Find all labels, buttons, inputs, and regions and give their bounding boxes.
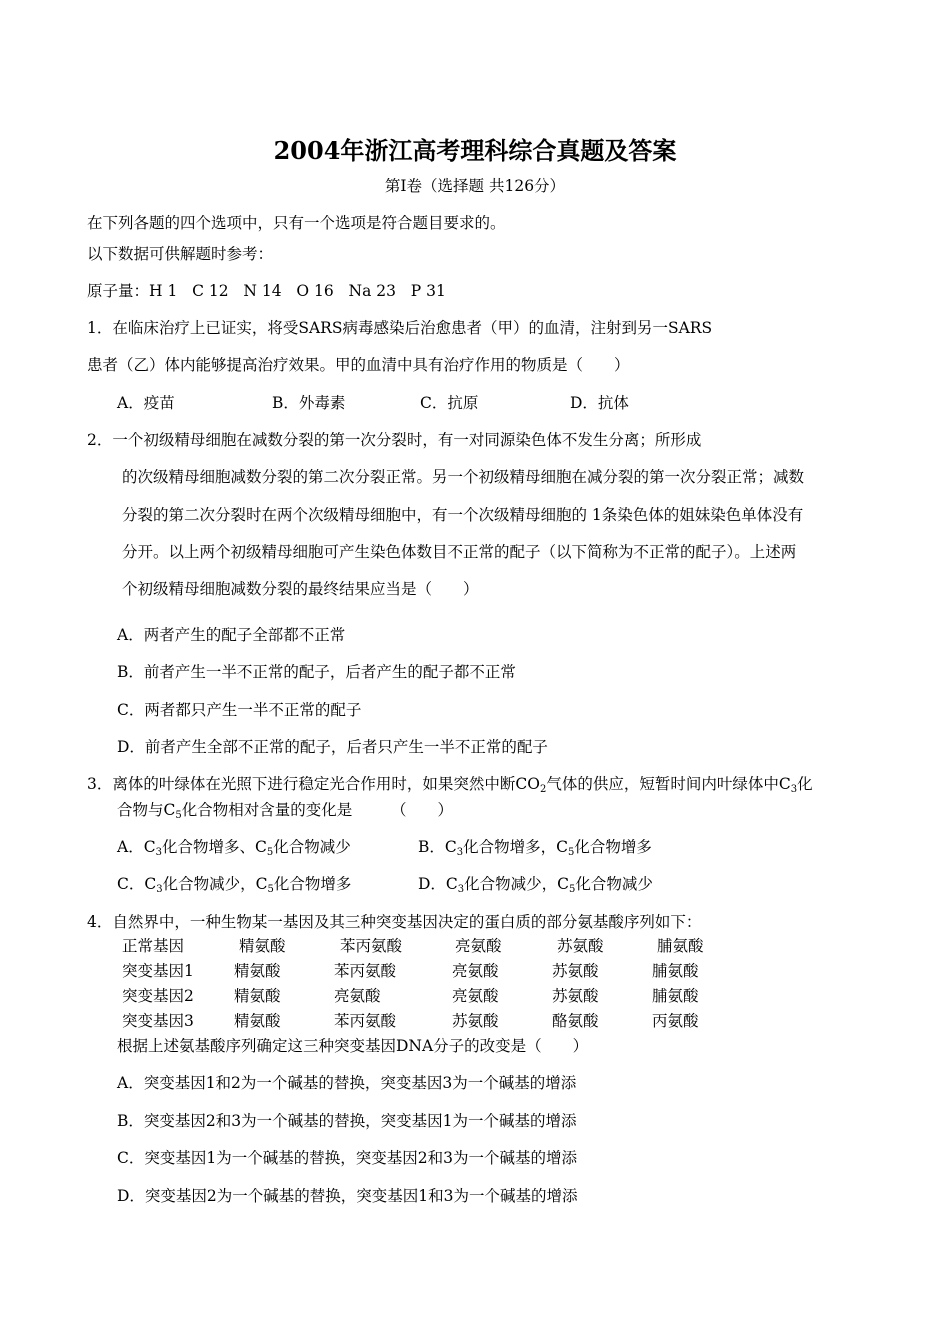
table-cell: 正常基因 — [122, 937, 185, 955]
subscript: 3 — [155, 847, 162, 858]
table-cell: 亮氨酸 — [334, 987, 381, 1005]
table-cell: 苏氨酸 — [452, 1012, 499, 1030]
q2-stem-line-2: 的次级精母细胞减数分裂的第二次分裂正常。另一个初级精母细胞在减分裂的第一次分裂正常；减数 — [122, 468, 805, 486]
subscript: 2 — [539, 784, 547, 795]
q3-text: 化合物增多 — [574, 838, 652, 856]
q3-text: D．C — [418, 875, 458, 893]
subscript: 5 — [175, 810, 182, 821]
q3-option-a — [117, 837, 351, 863]
q3-text: 化合物减少，C — [162, 875, 268, 893]
q4-option-a: A．突变基因1和2为一个碱基的替换，突变基因3为一个碱基的增添 — [117, 1074, 577, 1092]
subscript: 3 — [156, 884, 163, 895]
table-cell: 苯丙氨酸 — [334, 962, 397, 980]
q4-stem-line-2: 根据上述氨基酸序列确定这三种突变基因DNA分子的改变是（ ） — [117, 1037, 589, 1055]
q3-option-b — [418, 837, 652, 863]
table-cell: 亮氨酸 — [455, 937, 502, 955]
q1-option-c: C．抗原 — [420, 394, 479, 412]
q3-text: 化 — [797, 775, 813, 793]
page-title: 2004年浙江高考理科综合真题及答案 — [273, 136, 677, 165]
subscript: 5 — [267, 884, 274, 895]
q2-stem-line-5: 个初级精母细胞减数分裂的最终结果应当是（ ） — [122, 580, 479, 598]
q3-text: 化合物增多 — [273, 875, 352, 893]
q1-option-a: A．疫苗 — [117, 394, 175, 412]
atomic-weights: 原子量：H 1 C 12 N 14 O 16 Na 23 P 31 — [87, 282, 446, 300]
table-cell: 亮氨酸 — [452, 987, 499, 1005]
q1-option-b: B．外毒素 — [272, 394, 346, 412]
q3-text: 化合物减少，C — [464, 875, 570, 893]
q3-text: 3．离体的叶绿体在光照下进行稳定光合作用时，如果突然中断CO — [87, 775, 540, 793]
subscript: 3 — [456, 847, 464, 858]
table-cell: 苏氨酸 — [557, 937, 604, 955]
q2-option-c: C．两者都只产生一半不正常的配子 — [117, 701, 362, 719]
q3-text: B．C — [418, 838, 457, 856]
subscript: 5 — [569, 884, 576, 895]
table-cell: 苯丙氨酸 — [334, 1012, 397, 1030]
q3-stem-line-1 — [87, 774, 813, 800]
table-cell: 精氨酸 — [234, 987, 281, 1005]
q3-text: 合物与C — [117, 801, 176, 819]
q1-option-d: D．抗体 — [570, 394, 629, 412]
q1-stem-line-1: 1．在临床治疗上已证实，将受SARS病毒感染后治愈患者（甲）的血清，注射到另一SARS — [87, 319, 713, 337]
q3-text: 化合物增多，C — [463, 838, 569, 856]
q2-stem-line-4: 分开。以上两个初级精母细胞可产生染色体数目不正常的配子（以下简称为不正常的配子）。上述两 — [122, 543, 797, 561]
subscript: 3 — [457, 884, 465, 895]
table-cell: 亮氨酸 — [452, 962, 499, 980]
table-cell: 酪氨酸 — [552, 1012, 599, 1030]
table-cell: 丙氨酸 — [652, 1012, 699, 1030]
q4-option-d: D．突变基因2为一个碱基的替换，突变基因1和3为一个碱基的增添 — [117, 1187, 578, 1205]
subscript: 3 — [790, 784, 798, 795]
q4-option-b: B．突变基因2和3为一个碱基的替换，突变基因1为一个碱基的增添 — [117, 1112, 577, 1130]
table-cell: 脯氨酸 — [652, 962, 699, 980]
q3-text: 化合物减少 — [575, 875, 653, 893]
subscript: 5 — [266, 847, 274, 858]
table-cell: 精氨酸 — [234, 1012, 281, 1030]
table-cell: 苯丙氨酸 — [340, 937, 403, 955]
q3-text: A．C — [117, 838, 156, 856]
subscript: 5 — [568, 847, 575, 858]
q1-stem-line-2: 患者（乙）体内能够提高治疗效果。甲的血清中具有治疗作用的物质是（ ） — [87, 356, 630, 374]
q4-stem-line-1: 4．自然界中，一种生物某一基因及其三种突变基因决定的蛋白质的部分氨基酸序列如下： — [87, 913, 702, 931]
q2-option-a: A．两者产生的配子全部都不正常 — [117, 626, 346, 644]
q3-text: 气体的供应，短暂时间内叶绿体中C — [546, 775, 791, 793]
table-cell: 脯氨酸 — [657, 937, 704, 955]
q3-text: 化合物减少 — [273, 838, 351, 856]
table-cell: 苏氨酸 — [552, 987, 599, 1005]
q2-option-b: B．前者产生一半不正常的配子，后者产生的配子都不正常 — [117, 663, 516, 681]
q2-stem-line-3: 分裂的第二次分裂时在两个次级精母细胞中，有一个次级精母细胞的 1条染色体的姐妹染色单体没有 — [122, 506, 804, 524]
section-subtitle: 第Ⅰ卷（选择题 共126分） — [384, 177, 566, 195]
q3-text: 化合物增多、C — [161, 838, 267, 856]
q3-option-d — [418, 874, 653, 900]
intro-line-1: 在下列各题的四个选项中，只有一个选项是符合题目要求的。 — [87, 214, 506, 232]
table-cell: 苏氨酸 — [552, 962, 599, 980]
q3-stem-line-2 — [117, 800, 453, 826]
table-cell: 突变基因3 — [122, 1012, 194, 1030]
q2-stem-line-1: 2．一个初级精母细胞在减数分裂的第一次分裂时，有一对同源染色体不发生分离；所形成 — [87, 431, 702, 449]
intro-line-2: 以下数据可供解题时参考： — [87, 245, 274, 263]
table-cell: 突变基因1 — [122, 962, 194, 980]
table-cell: 突变基因2 — [122, 987, 194, 1005]
table-cell: 精氨酸 — [239, 937, 286, 955]
q2-option-d: D．前者产生全部不正常的配子，后者只产生一半不正常的配子 — [117, 738, 548, 756]
q3-text: 化合物相对含量的变化是 （ ） — [181, 801, 454, 819]
q3-option-c — [117, 874, 351, 900]
table-cell: 脯氨酸 — [652, 987, 699, 1005]
table-cell: 精氨酸 — [234, 962, 281, 980]
q3-text: C．C — [117, 875, 157, 893]
q4-option-c: C．突变基因1为一个碱基的替换，突变基因2和3为一个碱基的增添 — [117, 1149, 577, 1167]
